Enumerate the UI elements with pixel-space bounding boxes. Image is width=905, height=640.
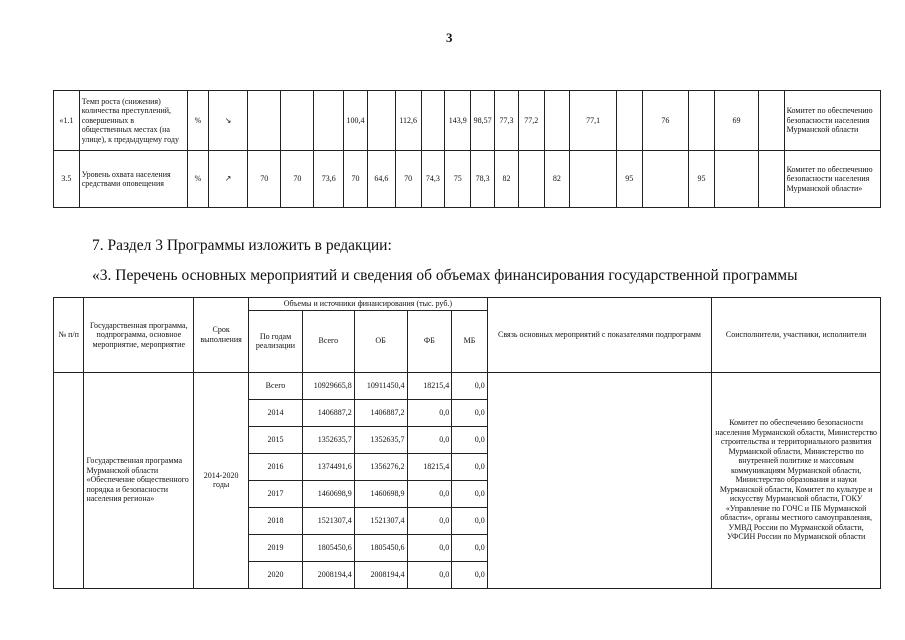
value-cell: 64,6: [368, 151, 396, 208]
header-coexec: Соисполнители, участники, исполнители: [712, 298, 881, 373]
header-mb: МБ: [452, 310, 488, 372]
value-cell: 78,3: [471, 151, 495, 208]
value-cell: [314, 91, 344, 151]
value-cell: [518, 151, 544, 208]
indicators-table: [53, 90, 881, 208]
value-cell: 76: [642, 91, 689, 151]
value-cell: [570, 151, 617, 208]
total-cell: 1374491,6: [302, 453, 354, 480]
fb-cell: 18215,4: [407, 453, 452, 480]
value-cell: 112,6: [395, 91, 421, 151]
value-cell: 70: [395, 151, 421, 208]
year-cell: 2020: [249, 561, 303, 588]
value-cell: [759, 151, 784, 208]
value-cell: [689, 91, 715, 151]
year-cell: 2019: [249, 534, 303, 561]
value-cell: 77,2: [518, 91, 544, 151]
value-cell: 69: [714, 91, 759, 151]
value-cell: 70: [344, 151, 368, 208]
ob-cell: 1805450,6: [354, 534, 407, 561]
value-cell: [714, 151, 759, 208]
coexecutors-cell: Комитет по обеспечению безопасности населения Мурманской области, Министерство строительства и территориального развития Мурманской области, Министерство по внутренней политике и массовым коммуникациям Мурманской области, Министерство образования и науки Мурманской области, Комитет по культуре и искусству Мурманской области, ГОКУ «Управление по ГОЧС и ПБ Мурманской области», органы местного самоуправления, УМВД России по Мурманской области, УФСИН России по Мурманской области: [712, 372, 881, 588]
ob-cell: 1406887,2: [354, 399, 407, 426]
total-cell: 1805450,6: [302, 534, 354, 561]
total-cell: 1406887,2: [302, 399, 354, 426]
mb-cell: 0,0: [452, 426, 488, 453]
value-cell: [759, 91, 784, 151]
value-cell: 95: [689, 151, 715, 208]
header-link: Связь основных мероприятий с показателями подпрограмм: [487, 298, 712, 373]
value-cell: 74,3: [421, 151, 445, 208]
year-cell: 2017: [249, 480, 303, 507]
total-cell: 10929665,8: [302, 372, 354, 399]
value-cell: [544, 91, 570, 151]
ob-cell: 2008194,4: [354, 561, 407, 588]
total-cell: 1352635,7: [302, 426, 354, 453]
header-row: [54, 298, 881, 311]
fb-cell: 18215,4: [407, 372, 452, 399]
total-cell: 2008194,4: [302, 561, 354, 588]
year-cell: 2018: [249, 507, 303, 534]
mb-cell: 0,0: [452, 399, 488, 426]
header-volumes: Объемы и источники финансирования (тыс. руб.): [249, 298, 488, 311]
row-number: 3.5: [54, 151, 80, 208]
year-cell: 2014: [249, 399, 303, 426]
value-cell: 95: [617, 151, 643, 208]
mb-cell: 0,0: [452, 534, 488, 561]
value-cell: 70: [281, 151, 314, 208]
mb-cell: 0,0: [452, 561, 488, 588]
value-cell: [368, 91, 396, 151]
table-row: [54, 151, 881, 208]
section-instruction: 7. Раздел 3 Программы изложить в редакции:: [92, 237, 392, 254]
value-cell: 75: [445, 151, 471, 208]
value-cell: 73,6: [314, 151, 344, 208]
header-num: № п/п: [54, 298, 84, 373]
header-program: Государственная программа, подпрограмма, основное мероприятие, мероприятие: [84, 298, 194, 373]
link-cell: [487, 372, 712, 588]
value-cell: 70: [248, 151, 281, 208]
value-cell: [642, 151, 689, 208]
year-cell: Всего: [249, 372, 303, 399]
ob-cell: 10911450,4: [354, 372, 407, 399]
header-total: Всего: [302, 310, 354, 372]
unit-cell: %: [187, 91, 209, 151]
ob-cell: 1460698,9: [354, 480, 407, 507]
mb-cell: 0,0: [452, 453, 488, 480]
mb-cell: 0,0: [452, 507, 488, 534]
ob-cell: 1521307,4: [354, 507, 407, 534]
fb-cell: 0,0: [407, 534, 452, 561]
section-heading: «3. Перечень основных мероприятий и сведения об объемах финансирования государственной программы: [92, 267, 798, 284]
unit-cell: %: [187, 151, 209, 208]
fb-cell: 0,0: [407, 399, 452, 426]
responsible-cell: Комитет по обеспечению безопасности населения Мурманской области»: [784, 151, 880, 208]
fb-cell: 0,0: [407, 426, 452, 453]
value-cell: [617, 91, 643, 151]
header-fb: ФБ: [407, 310, 452, 372]
program-name: Государственная программа Мурманской области «Обеспечение общественного порядка и безопасности населения региона»: [84, 372, 194, 588]
value-cell: 100,4: [344, 91, 368, 151]
direction-cell: ↗: [209, 151, 248, 208]
value-cell: 82: [495, 151, 519, 208]
value-cell: 77,3: [495, 91, 519, 151]
fb-cell: 0,0: [407, 507, 452, 534]
page-number: 3: [446, 30, 453, 45]
table-row: [54, 372, 881, 399]
value-cell: 77,1: [570, 91, 617, 151]
header-period: Срок выполнения: [194, 298, 249, 373]
financing-table: [53, 297, 881, 589]
total-cell: 1460698,9: [302, 480, 354, 507]
year-cell: 2015: [249, 426, 303, 453]
responsible-cell: Комитет по обеспечению безопасности населения Мурманской области: [784, 91, 880, 151]
mb-cell: 0,0: [452, 372, 488, 399]
fb-cell: 0,0: [407, 561, 452, 588]
value-cell: [421, 91, 445, 151]
value-cell: [248, 91, 281, 151]
mb-cell: 0,0: [452, 480, 488, 507]
header-by-years: По годам реализации: [249, 310, 303, 372]
ob-cell: 1352635,7: [354, 426, 407, 453]
value-cell: 143,9: [445, 91, 471, 151]
year-cell: 2016: [249, 453, 303, 480]
fb-cell: 0,0: [407, 480, 452, 507]
header-ob: ОБ: [354, 310, 407, 372]
ob-cell: 1356276,2: [354, 453, 407, 480]
program-period: 2014-2020 годы: [194, 372, 249, 588]
table-row: [54, 91, 881, 151]
value-cell: 98,57: [471, 91, 495, 151]
total-cell: 1521307,4: [302, 507, 354, 534]
direction-cell: ↘: [209, 91, 248, 151]
indicator-name: Уровень охвата населения средствами оповещения: [79, 151, 187, 208]
row-number: «1.1: [54, 91, 80, 151]
value-cell: 82: [544, 151, 570, 208]
program-number: [54, 372, 84, 588]
value-cell: [281, 91, 314, 151]
indicator-name: Темп роста (снижения) количества преступлений, совершенных в общественных местах (на улице), к предыдущему году: [79, 91, 187, 151]
